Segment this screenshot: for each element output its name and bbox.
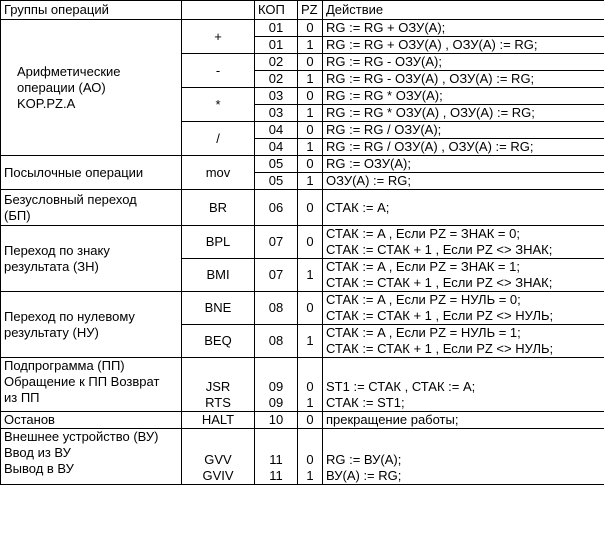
kop-cell: 01	[255, 37, 298, 54]
table-row	[1, 358, 604, 412]
group-arithmetic	[1, 20, 182, 156]
kop-cell: 03	[255, 105, 298, 122]
group-sign-line2: результата (ЗН)	[4, 258, 99, 274]
kop-cell: 05	[255, 173, 298, 190]
group-arith-line1: Арифметические	[17, 63, 121, 79]
action-line: СТАК := СТАК + 1 , Если PZ <> ЗНАК;	[326, 275, 553, 290]
group-arith-line2: операции (АО)	[17, 79, 106, 95]
kop-cell: 07	[255, 226, 298, 259]
op-beq: BEQ	[182, 325, 255, 358]
pz-cell: 0	[298, 190, 323, 226]
pz-cell: 0	[298, 292, 323, 325]
action-cell	[323, 325, 604, 358]
kop-value: 09	[268, 379, 284, 394]
kop-cell: 01	[255, 20, 298, 37]
op-plus: +	[182, 20, 255, 54]
action-cell: RG := ОЗУ(A);	[323, 156, 604, 173]
pz-value: 1	[306, 468, 314, 483]
group-sign-line1: Переход по знаку	[4, 242, 110, 258]
header-pz: PZ	[298, 1, 323, 20]
action-cell	[323, 259, 604, 292]
kop-cell: 10	[255, 412, 298, 429]
kop-cell: 04	[255, 139, 298, 156]
op-br: BR	[182, 190, 255, 226]
kop-cell: 08	[255, 325, 298, 358]
action-line: СТАК := ST1;	[326, 395, 405, 410]
op-minus: -	[182, 54, 255, 88]
kop-value: 11	[269, 452, 283, 467]
kop-value: 09	[268, 395, 284, 410]
header-kop: КОП	[255, 1, 298, 20]
table-row	[1, 292, 604, 325]
action-line: RG := ВУ(A);	[326, 452, 402, 467]
op-rts: RTS	[205, 395, 231, 410]
action-line: СТАК := СТАК + 1 , Если PZ <> НУЛЬ;	[326, 341, 554, 356]
action-line: СТАК := A , Если PZ = НУЛЬ = 1;	[326, 325, 521, 340]
op-jsr: JSR	[205, 379, 231, 394]
kop-cell	[255, 429, 298, 485]
table-row	[1, 412, 604, 429]
op-jsr-rts	[182, 358, 255, 412]
op-divide: /	[182, 122, 255, 156]
pz-value: 0	[306, 452, 314, 467]
header-row	[1, 1, 604, 20]
op-gvv-gviv	[182, 429, 255, 485]
group-zero-branch	[1, 292, 182, 358]
group-sub-line1: Подпрограмма (ПП)	[4, 358, 125, 373]
action-cell: RG := RG - ОЗУ(A) , ОЗУ(A) := RG;	[323, 71, 604, 88]
kop-cell: 05	[255, 156, 298, 173]
pz-cell: 1	[298, 105, 323, 122]
kop-cell: 03	[255, 88, 298, 105]
action-line: СТАК := СТАК + 1 , Если PZ <> НУЛЬ;	[326, 308, 554, 323]
action-cell	[323, 358, 604, 412]
table-row	[1, 156, 604, 173]
op-bmi: BMI	[182, 259, 255, 292]
group-sub-line3: из ПП	[4, 390, 40, 405]
action-cell: RG := RG * ОЗУ(A) , ОЗУ(A) := RG;	[323, 105, 604, 122]
pz-cell: 1	[298, 139, 323, 156]
kop-cell: 07	[255, 259, 298, 292]
action-cell: RG := RG / ОЗУ(A) , ОЗУ(A) := RG;	[323, 139, 604, 156]
pz-cell: 1	[298, 37, 323, 54]
op-multiply: *	[182, 88, 255, 122]
action-cell: СТАК := A;	[323, 190, 604, 226]
action-cell: ОЗУ(A) := RG;	[323, 173, 604, 190]
pz-cell: 0	[298, 88, 323, 105]
action-cell: прекращение работы;	[323, 412, 604, 429]
pz-cell: 1	[298, 173, 323, 190]
group-io-line2: Ввод из ВУ	[4, 445, 71, 460]
group-br-line2: (БП)	[4, 207, 31, 223]
group-branch	[1, 190, 182, 226]
group-arith-line3: KOP.PZ.A	[17, 95, 76, 111]
action-line: СТАК := A , Если PZ = ЗНАК = 1;	[326, 259, 520, 274]
op-bne: BNE	[182, 292, 255, 325]
action-cell	[323, 429, 604, 485]
action-line: ST1 := СТАК , СТАК := A;	[326, 379, 476, 394]
table-row	[1, 20, 604, 37]
action-cell: RG := RG + ОЗУ(A);	[323, 20, 604, 37]
pz-cell	[298, 429, 323, 485]
group-io	[1, 429, 182, 485]
action-cell	[323, 292, 604, 325]
pz-cell: 1	[298, 71, 323, 88]
header-group: Группы операций	[1, 1, 182, 20]
pz-cell: 1	[298, 259, 323, 292]
action-cell: RG := RG + ОЗУ(A) , ОЗУ(A) := RG;	[323, 37, 604, 54]
action-cell: RG := RG / ОЗУ(A);	[323, 122, 604, 139]
kop-cell: 04	[255, 122, 298, 139]
action-line: СТАК := A , Если PZ = НУЛЬ = 0;	[326, 292, 521, 307]
table-row	[1, 429, 604, 485]
group-subroutine	[1, 358, 182, 412]
pz-cell: 0	[298, 54, 323, 71]
action-cell: RG := RG - ОЗУ(A);	[323, 54, 604, 71]
action-line: ВУ(A) := RG;	[326, 468, 402, 483]
kop-cell: 06	[255, 190, 298, 226]
op-bpl: BPL	[182, 226, 255, 259]
op-gviv: GVIV	[202, 468, 234, 483]
action-line: СТАК := A , Если PZ = ЗНАК = 0;	[326, 226, 520, 241]
op-halt: HALT	[182, 412, 255, 429]
pz-cell	[298, 358, 323, 412]
kop-cell: 02	[255, 54, 298, 71]
pz-cell: 0	[298, 226, 323, 259]
header-mnemonic	[182, 1, 255, 20]
group-io-line1: Внешнее устройство (ВУ)	[4, 429, 159, 444]
action-line: СТАК := СТАК + 1 , Если PZ <> ЗНАК;	[326, 242, 553, 257]
table-row	[1, 190, 604, 226]
header-action: Действие	[323, 1, 604, 20]
op-mov: mov	[182, 156, 255, 190]
kop-cell: 08	[255, 292, 298, 325]
pz-cell: 0	[298, 20, 323, 37]
kop-value: 11	[269, 468, 283, 483]
kop-cell	[255, 358, 298, 412]
group-halt: Останов	[1, 412, 182, 429]
group-sign-branch	[1, 226, 182, 292]
pz-cell: 0	[298, 156, 323, 173]
group-zero-line2: результату (НУ)	[4, 324, 99, 340]
action-cell: RG := RG * ОЗУ(A);	[323, 88, 604, 105]
op-gvv: GVV	[204, 452, 232, 467]
group-sub-line2: Обращение к ПП Возврат	[4, 374, 160, 389]
pz-cell: 1	[298, 325, 323, 358]
group-io-line3: Вывод в ВУ	[4, 461, 74, 476]
action-cell	[323, 226, 604, 259]
pz-value: 1	[306, 395, 314, 410]
table-row	[1, 226, 604, 259]
group-zero-line1: Переход по нулевому	[4, 308, 135, 324]
pz-cell: 0	[298, 122, 323, 139]
group-mov: Посылочные операции	[1, 156, 182, 190]
pz-value: 0	[306, 379, 314, 394]
kop-cell: 02	[255, 71, 298, 88]
pz-cell: 0	[298, 412, 323, 429]
group-br-line1: Безусловный переход	[4, 191, 137, 207]
